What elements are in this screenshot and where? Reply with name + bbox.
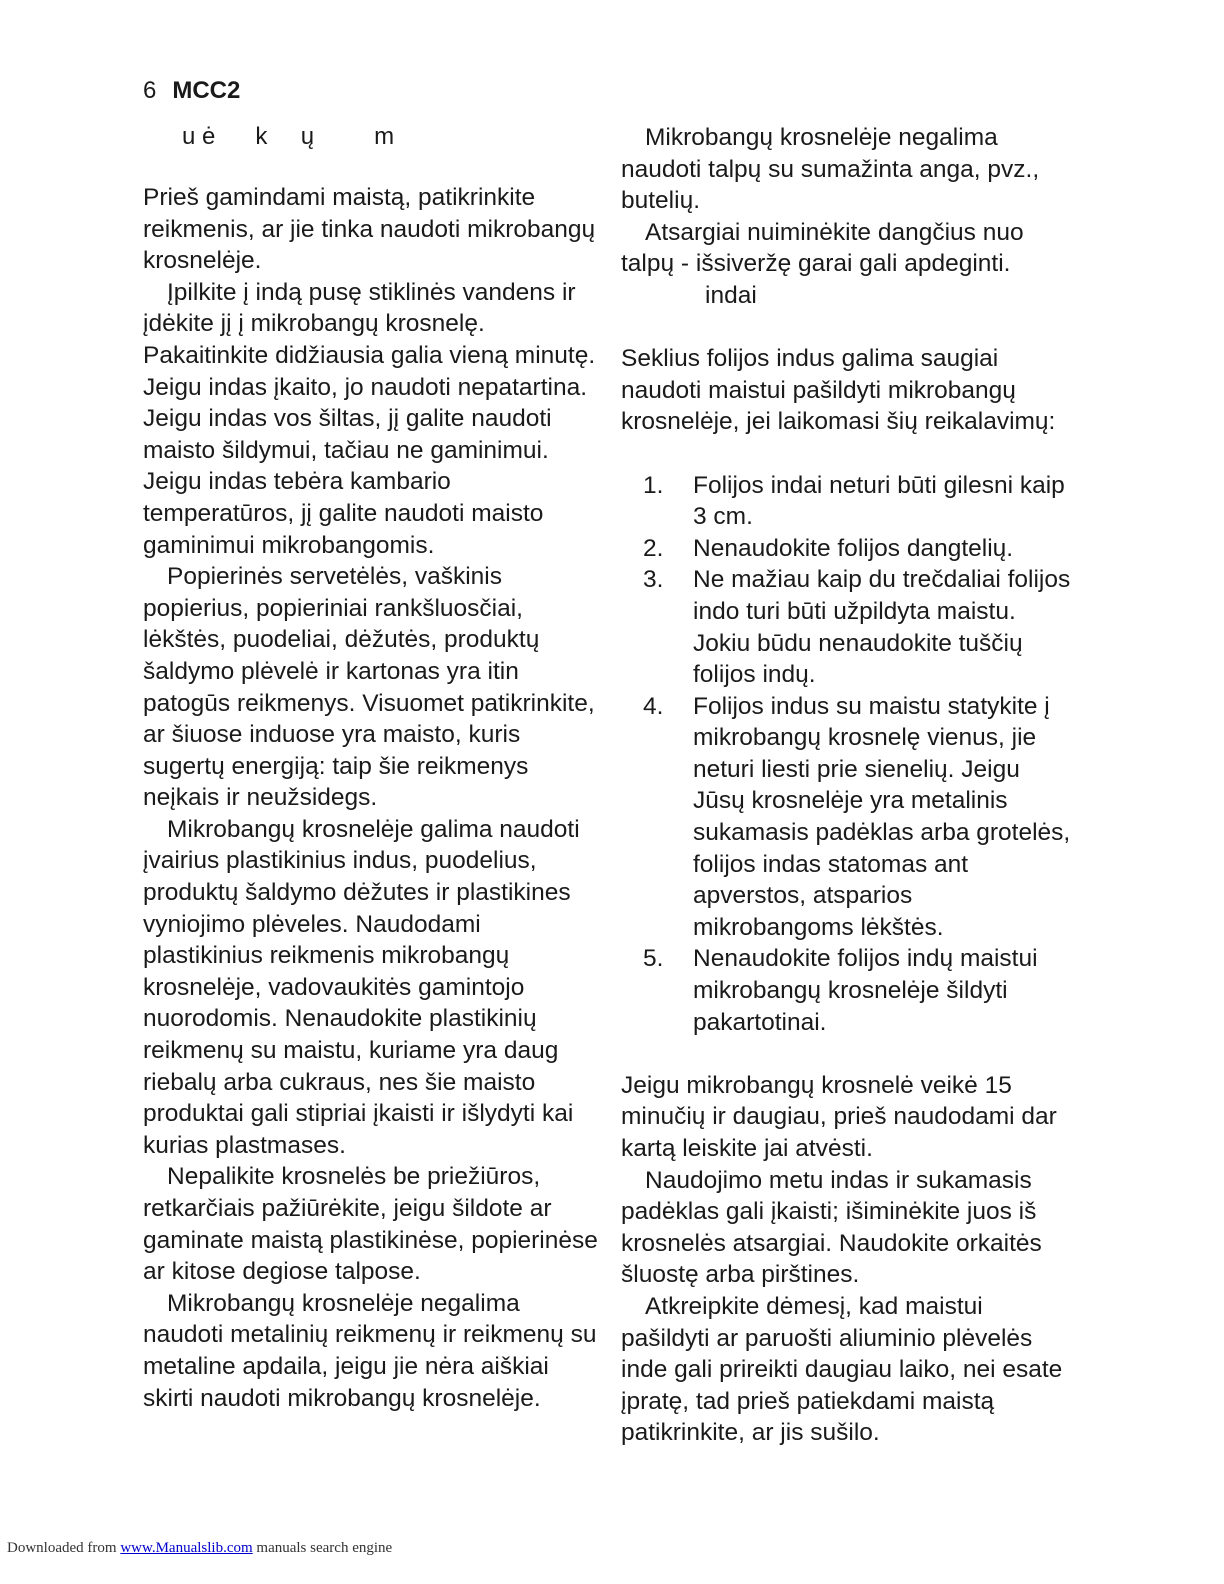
list-text: Ne mažiau kaip du trečdaliai folijos indo turi būti užpildyta maistu. Jokiu būdu nenaudokite tuščių folijos indų. xyxy=(693,566,1071,689)
footer-suffix: manuals search engine xyxy=(256,1540,393,1556)
subheading: indai xyxy=(705,281,757,309)
footer-prefix: Downloaded from xyxy=(7,1540,117,1556)
download-footer xyxy=(7,1540,392,1557)
paragraph: Jeigu mikrobangų krosnelė veikė 15 minučių ir daugiau, prieš naudodami dar kartą leiskite jai atvėsti. xyxy=(621,1071,1057,1162)
list-number: 4. xyxy=(643,692,664,720)
list-item xyxy=(621,533,1071,565)
list-text: Nenaudokite folijos dangtelių. xyxy=(693,534,1014,562)
spacer xyxy=(621,312,1071,344)
list-item xyxy=(621,470,1071,533)
list-item xyxy=(621,943,1071,1038)
paragraph: Popierinės servetėlės, vaškinis popierius, popieriniai rankšluosčiai, lėkštės, puodeliai, dėžutės, produktų šaldymo plėvelė ir kartonas yra itin patogūs reikmenys. Visuomet patikrinkite, ar šiuose induose yra maisto, kuris sugertų energiją: taip šie reikmenys neįkais ir neužsidegs. xyxy=(143,563,595,812)
paragraph: Prieš gamindami maistą, patikrinkite reikmenis, ar jie tinka naudoti mikrobangų krosnelėje. xyxy=(143,184,596,275)
model-name: MCC2 xyxy=(172,77,241,104)
list-item xyxy=(621,691,1071,944)
manualslib-link[interactable]: www.Manualslib.com xyxy=(120,1540,253,1556)
list-text: Folijos indus su maistu statykite į mikrobangų krosnelę vienus, jie neturi liesti prie sienelių. Jeigu Jūsų krosnelėje yra metalinis sukamasis padėklas arba grotelės, folijos indas statomas ant apverstos, atsparios mikrobangoms lėkštės. xyxy=(693,692,1071,941)
section-heading: u ė k ų m xyxy=(182,123,395,150)
list-number: 5. xyxy=(643,945,664,973)
page-number: 6 xyxy=(143,77,157,104)
paragraph: Atsargiai nuiminėkite dangčius nuo talpų - išsiveržę garai gali apdeginti. xyxy=(621,218,1024,278)
paragraph: Nepalikite krosnelės be priežiūros, retkarčiais pažiūrėkite, jeigu šildote ar gaminate maistą plastikinėse, popierinėse ar kitose degiose talpose. xyxy=(143,1163,598,1286)
requirements-list xyxy=(621,470,1071,1039)
paragraph: Atkreipkite dėmesį, kad maistui pašildyti ar paruošti aliuminio plėvelės inde gali prireikti daugiau laiko, nei esate įpratę, tad prieš patiekdami maistą patikrinkite, ar jis sušilo. xyxy=(621,1292,1063,1447)
list-number: 3. xyxy=(643,566,664,594)
list-text: Nenaudokite folijos indų maistui mikrobangų krosnelėje šildyti pakartotinai. xyxy=(693,945,1038,1036)
spacer xyxy=(621,438,1071,470)
right-column xyxy=(621,122,1071,1449)
list-number: 2. xyxy=(643,534,664,562)
spacer xyxy=(621,1038,1071,1070)
list-number: 1. xyxy=(643,471,664,499)
paragraph: Mikrobangų krosnelėje negalima naudoti talpų su sumažinta anga, pvz., butelių. xyxy=(621,124,1040,215)
list-text: Folijos indai neturi būti gilesni kaip 3 cm. xyxy=(693,471,1065,531)
paragraph: Įpilkite į indą pusę stiklinės vandens ir įdėkite jį į mikrobangų krosnelę. Pakaitinkite didžiausia galia vieną minutę. Jeigu indas įkaito, jo naudoti nepatartina. Jeigu indas vos šiltas, jį galite naudoti maisto šildymui, tačiau ne gaminimui. Jeigu indas tebėra kambario temperatūros, jį galite naudoti maisto gaminimui mikrobangomis. xyxy=(143,278,596,559)
page-header xyxy=(143,76,240,106)
paragraph: Mikrobangų krosnelėje galima naudoti įvairius plastikinius indus, puodelius, produktų šaldymo dėžutes ir plastikines vyniojimo plėveles. Naudodami plastikinius reikmenis mikrobangų krosnelėje, vadovaukitės gamintojo nuorodomis. Nenaudokite plastikinių reikmenų su maistu, kuriame yra daug riebalų arba cukraus, nes šie maisto produktai gali stipriai įkaisti ir išlydyti kai kurias plastmases. xyxy=(143,815,580,1159)
paragraph: Seklius folijos indus galima saugiai naudoti maistui pašildyti mikrobangų krosnelėje, jei laikomasi šių reikalavimų: xyxy=(621,345,1056,436)
left-column xyxy=(143,182,603,1414)
paragraph: Mikrobangų krosnelėje negalima naudoti metalinių reikmenų ir reikmenų su metaline apdaila, jeigu jie nėra aiškiai skirti naudoti mikrobangų krosnelėje. xyxy=(143,1289,597,1412)
list-item xyxy=(621,564,1071,690)
paragraph: Naudojimo metu indas ir sukamasis padėklas gali įkaisti; išiminėkite juos iš krosnelės atsargiai. Naudokite orkaitės šluostę arba pirštines. xyxy=(621,1166,1042,1289)
